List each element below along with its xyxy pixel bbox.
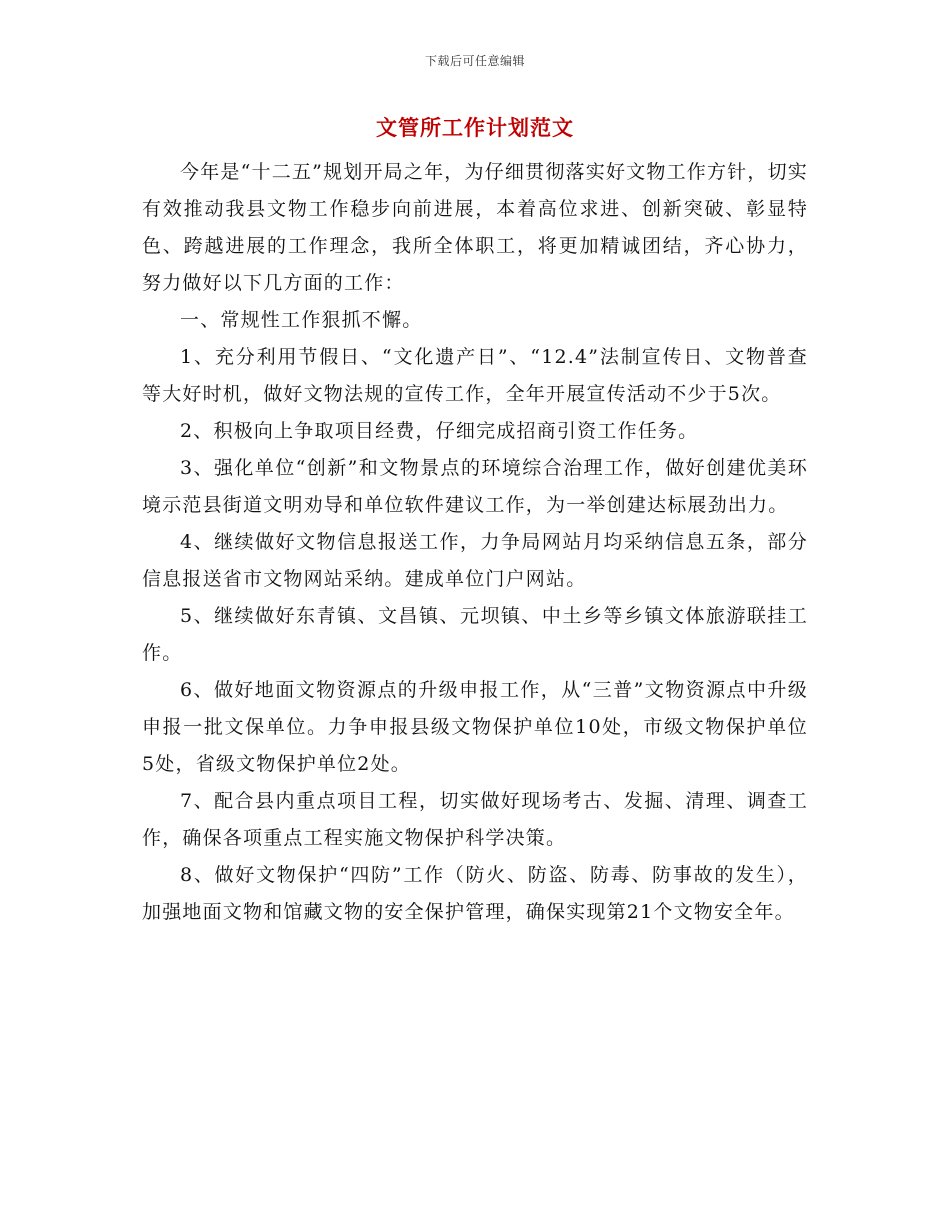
paragraph-item-8: 8、做好文物保护“四防”工作（防火、防盗、防毒、防事故的发生），加强地面文物和馆藏文物的安全保护管理，确保实现第21个文物安全年。 — [142, 864, 808, 923]
paragraph-item-5: 5、继续做好东青镇、文昌镇、元坝镇、中土乡等乡镇文体旅游联挂工作。 — [142, 605, 808, 664]
paragraph-item-1: 1、充分利用节假日、“文化遗产日”、“12.4”法制宣传日、文物普查等大好时机，做好文物法规的宣传工作，全年开展宣传活动不少于5次。 — [142, 346, 808, 405]
document-title: 文管所工作计划范文 — [376, 115, 574, 140]
paragraph-item-7: 7、配合县内重点项目工程，切实做好现场考古、发掘、清理、调查工作，确保各项重点工程实施文物保护科学决策。 — [142, 790, 808, 849]
paragraph-item-2: 2、积极向上争取项目经费，仔细完成招商引资工作任务。 — [180, 420, 699, 442]
paragraph-item-3: 3、强化单位“创新”和文物景点的环境综合治理工作，做好创建优美环境示范县街道文明劝导和单位软件建议工作，为一举创建达标展劲出力。 — [142, 457, 808, 516]
paragraph-intro: 今年是“十二五”规划开局之年，为仔细贯彻落实好文物工作方针，切实有效推动我县文物工作稳步向前进展，本着高位求进、创新突破、彰显特色、跨越进展的工作理念，我所全体职工，将更加精诚团结，齐心协力，努力做好以下几方面的工作： — [142, 161, 808, 294]
document-body — [142, 154, 808, 931]
paragraph-section-heading: 一、常规性工作狠抓不懈。 — [180, 309, 423, 331]
paragraph-item-6: 6、做好地面文物资源点的升级申报工作，从“三普”文物资源点中升级申报一批文保单位。力争申报县级文物保护单位10处，市级文物保护单位5处，省级文物保护单位2处。 — [142, 679, 808, 775]
header-note: 下载后可任意编辑 — [424, 54, 525, 68]
paragraph-item-4: 4、继续做好文物信息报送工作，力争局网站月均采纳信息五条，部分信息报送省市文物网站采纳。建成单位门户网站。 — [142, 531, 808, 590]
